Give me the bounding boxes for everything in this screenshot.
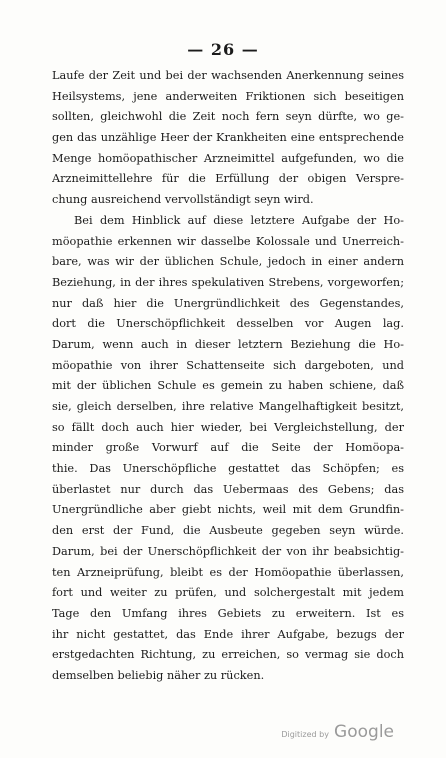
text-line: nur daß hier die Unergründlichkeit des Gegenstandes, bbox=[52, 296, 404, 310]
text-line: möopathie von ihrer Schattenseite sich dargeboten, und bbox=[52, 358, 404, 372]
text-line: Darum, bei der Unerschöpflichkeit der von ihr beabsichtig- bbox=[52, 544, 404, 558]
digitized-watermark bbox=[281, 722, 394, 742]
text-line: Darum, wenn auch in dieser letztern Beziehung die Ho- bbox=[52, 337, 404, 351]
text-line: minder große Vorwurf auf die Seite der Homöopa- bbox=[52, 441, 404, 455]
text-line: demselben beliebig näher zu rücken. bbox=[52, 668, 265, 682]
text-line: erstgedachten Richtung, zu erreichen, so vermag sie doch bbox=[52, 648, 404, 662]
text-line: fort und weiter zu prüfen, und solchergestalt mit jedem bbox=[52, 586, 404, 600]
text-line: Heilsystems, jene anderweiten Friktionen sich beseitigen bbox=[52, 89, 404, 103]
text-line: mit der üblichen Schule es gemein zu haben schiene, daß bbox=[52, 379, 404, 393]
page-number: — 26 — bbox=[187, 40, 259, 59]
text-line: dort die Unerschöpflichkeit desselben vor Augen lag. bbox=[52, 317, 404, 331]
text-line: ten Arzneiprüfung, bleibt es der Homöopathie überlassen, bbox=[52, 565, 404, 579]
text-line: sollten, gleichwohl die Zeit noch fern seyn dürfte, wo ge- bbox=[52, 110, 404, 124]
google-logo: Google bbox=[334, 722, 394, 742]
text-line: Beziehung, in der ihres spekulativen Strebens, vorgeworfen; bbox=[52, 275, 404, 289]
text-line: gen das unzählige Heer der Krankheiten eine entsprechende bbox=[52, 131, 404, 145]
text-line: thie. Das Unerschöpfliche gestattet das Schöpfen; es bbox=[52, 462, 404, 476]
body-text bbox=[52, 66, 404, 687]
text-line: bare, was wir der üblichen Schule, jedoch in einer andern bbox=[52, 255, 404, 269]
text-line: Laufe der Zeit und bei der wachsenden Anerkennung seines bbox=[52, 69, 404, 82]
text-line: möopathie erkennen wir dasselbe Kolossale und Unerreich- bbox=[52, 234, 404, 248]
text-line: Unergründliche aber giebt nichts, weil mit dem Grundfin- bbox=[52, 503, 404, 517]
text-line: Bei dem Hinblick auf diese letztere Aufgabe der Ho- bbox=[74, 213, 404, 227]
text-line: überlastet nur durch das Uebermaas des Gebens; das bbox=[52, 482, 404, 496]
text-line: so fällt doch auch hier wieder, bei Vergleichstellung, der bbox=[52, 420, 404, 434]
text-line: Tage den Umfang ihres Gebiets zu erweitern. Ist es bbox=[52, 606, 404, 620]
text-line: den erst der Fund, die Ausbeute gegeben seyn würde. bbox=[52, 524, 404, 538]
text-line: chung ausreichend vervollständigt seyn wird. bbox=[52, 193, 314, 207]
text-line: sie, gleich derselben, ihre relative Mangelhaftigkeit besitzt, bbox=[52, 400, 404, 413]
digitized-label: Digitized by bbox=[281, 730, 329, 739]
text-line: Menge homöopathischer Arzneimittel aufgefunden, wo die bbox=[52, 151, 404, 165]
text-line: ihr nicht gestattet, das Ende ihrer Aufgabe, bezugs der bbox=[52, 627, 404, 641]
text-line: Arzneimittellehre für die Erfüllung der obigen Verspre- bbox=[52, 172, 404, 186]
